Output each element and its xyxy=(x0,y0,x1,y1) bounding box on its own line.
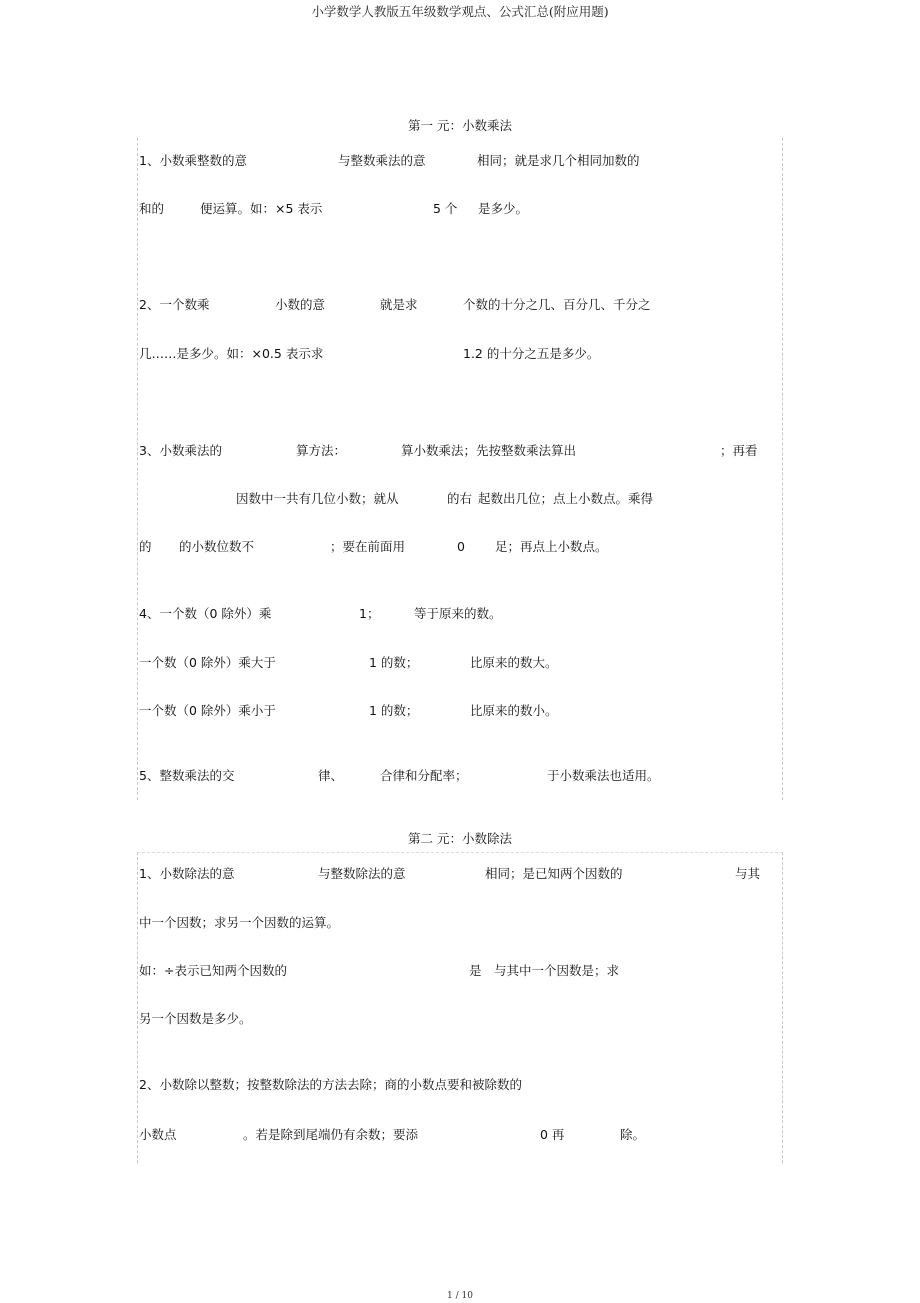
unit1-line-3-segment-2: 小数的意 xyxy=(275,297,326,312)
unit1-line-9-segment-3: 比原来的数大。 xyxy=(470,655,558,670)
unit1-line-5-segment-2: 算方法： xyxy=(296,443,347,458)
unit1-line-10-segment-3: 比原来的数小。 xyxy=(470,703,558,718)
unit1-line-1-segment-1: 1、小数乘整数的意 xyxy=(139,153,247,168)
unit1-line-7-segment-5: 足；再点上小数点。 xyxy=(495,539,608,554)
unit1-line-8-segment-2: 1； xyxy=(359,606,380,621)
unit1-line-11-segment-1: 5、整数乘法的交 xyxy=(139,768,235,783)
unit2-line-1-segment-2: 与整数除法的意 xyxy=(318,866,406,881)
unit1-line-2-segment-2: 便运算。如：×5 表示 xyxy=(200,201,323,216)
unit1-frame xyxy=(137,138,783,800)
unit2-line-4-segment-1: 另一个因数是多少。 xyxy=(139,1011,252,1026)
unit1-line-3-segment-3: 就是求 xyxy=(380,297,418,312)
unit2-line-1-segment-1: 1、小数除法的意 xyxy=(139,866,235,881)
unit1-line-3-segment-1: 2、一个数乘 xyxy=(139,297,210,312)
unit1-line-10-segment-1: 一个数（0 除外）乘小于 xyxy=(139,703,276,718)
unit1-line-5-segment-1: 3、小数乘法的 xyxy=(139,443,222,458)
unit1-line-1-segment-2: 与整数乘法的意 xyxy=(338,153,426,168)
unit1-line-8-segment-1: 4、一个数（0 除外）乘 xyxy=(139,606,272,621)
unit1-line-9-segment-1: 一个数（0 除外）乘大于 xyxy=(139,655,276,670)
unit2-frame xyxy=(137,852,783,1163)
unit2-line-1-segment-4: 与其 xyxy=(735,866,761,881)
unit1-line-7-segment-3: ；要在前面用 xyxy=(330,539,406,554)
unit2-line-2-segment-1: 中一个因数；求另一个因数的运算。 xyxy=(139,915,340,930)
unit1-line-7-segment-2: 的小数位数不 xyxy=(179,539,255,554)
unit1-line-1-segment-3: 相同；就是求几个相同加数的 xyxy=(477,153,640,168)
unit2-line-3-segment-3: 与其中一个因数是；求 xyxy=(494,963,620,978)
unit1-title: 第一 元：小数乘法 xyxy=(408,118,512,133)
unit1-line-4-segment-2: 1.2 的十分之五是多少。 xyxy=(463,346,600,361)
unit2-line-5-segment-1: 2、小数除以整数；按整数除法的方法去除；商的小数点要和被除数的 xyxy=(139,1077,522,1092)
unit2-line-6-segment-3: 0 再 xyxy=(540,1127,565,1142)
unit1-line-5-segment-4: ；再看 xyxy=(720,443,758,458)
unit1-line-5-segment-3: 算小数乘法；先按整数乘法算出 xyxy=(401,443,577,458)
unit1-line-6-segment-2: 的右 xyxy=(447,491,473,506)
page-number: 1 / 10 xyxy=(447,1291,473,1301)
unit1-line-7-segment-4: 0 xyxy=(457,539,465,554)
unit1-line-11-segment-4: 于小数乘法也适用。 xyxy=(547,768,660,783)
unit2-line-3-segment-2: 是 xyxy=(469,963,482,978)
unit2-line-6-segment-2: 。若是除到尾端仍有余数；要添 xyxy=(243,1127,419,1142)
unit1-line-4-segment-1: 几……是多少。如：×0.5 表示求 xyxy=(139,346,324,361)
unit1-line-8-segment-3: 等于原来的数。 xyxy=(414,606,502,621)
unit2-line-6-segment-4: 除。 xyxy=(620,1127,646,1142)
unit1-line-10-segment-2: 1 的数； xyxy=(369,703,419,718)
unit2-title: 第二 元：小数除法 xyxy=(408,831,512,846)
unit2-line-3-segment-1: 如：÷表示已知两个因数的 xyxy=(139,963,287,978)
unit2-line-1-segment-3: 相同；是已知两个因数的 xyxy=(485,866,623,881)
unit1-line-3-segment-4: 个数的十分之几、百分几、千分之 xyxy=(463,297,651,312)
document-header: 小学数学人教版五年级数学观点、公式汇总(附应用题) xyxy=(311,4,609,19)
unit1-line-9-segment-2: 1 的数； xyxy=(369,655,419,670)
unit2-line-6-segment-1: 小数点 xyxy=(139,1127,177,1142)
unit1-line-11-segment-3: 合律和分配率； xyxy=(380,768,468,783)
unit1-line-6-segment-1: 因数中一共有几位小数；就从 xyxy=(236,491,399,506)
unit1-line-6-segment-3: 起数出几位；点上小数点。乘得 xyxy=(478,491,654,506)
unit1-line-7-segment-1: 的 xyxy=(139,539,152,554)
unit1-line-2-segment-3: 5 个 xyxy=(433,201,458,216)
unit1-line-2-segment-1: 和的 xyxy=(139,201,165,216)
unit1-line-11-segment-2: 律、 xyxy=(318,768,344,783)
unit1-line-2-segment-4: 是多少。 xyxy=(478,201,529,216)
